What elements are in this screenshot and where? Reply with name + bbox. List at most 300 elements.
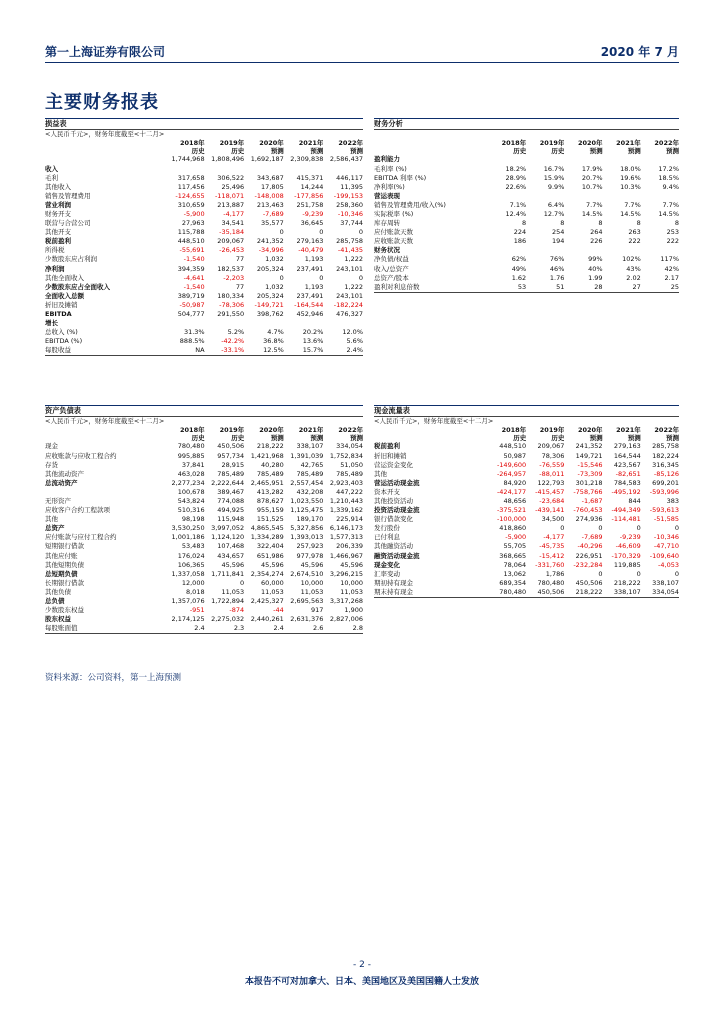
table-row <box>374 210 679 219</box>
cell-value: 17.9% <box>581 164 603 173</box>
cell-value: 226 <box>590 237 603 246</box>
cell-value: -88,011 <box>539 469 565 478</box>
cell-value: -10,346 <box>653 533 679 542</box>
cell-value: 107,468 <box>217 542 245 551</box>
cell-value: -7,689 <box>262 209 284 218</box>
cell-value: -182,224 <box>333 300 363 309</box>
cell-value: -34,996 <box>258 246 284 255</box>
table-row <box>45 346 363 355</box>
row-label: 其他融资活动 <box>374 542 413 551</box>
cell-value: 119,885 <box>613 560 641 569</box>
panel-title: 损益表 <box>45 119 67 128</box>
cell-value: -951 <box>189 606 205 615</box>
table-row <box>45 579 363 588</box>
cell-value: 45,596 <box>300 560 324 569</box>
header-blank <box>45 434 165 442</box>
row-label: 盈利对利息倍数 <box>374 282 420 291</box>
table-row <box>374 552 679 561</box>
cell-value: 28.9% <box>505 173 527 182</box>
cell-value: 338,107 <box>652 578 679 587</box>
period-header: 预测 <box>627 147 641 156</box>
cell-value: 955,159 <box>256 506 284 515</box>
row-label: 应付账款与应付工程合约 <box>45 533 117 542</box>
period-header: 历史 <box>551 147 565 156</box>
cell-value: 20.2% <box>302 328 324 337</box>
cell-value: -1,687 <box>581 496 603 505</box>
cell-value: 1,193 <box>304 255 324 264</box>
cell-value: 317,658 <box>177 173 205 182</box>
cell-value: 8 <box>674 219 679 228</box>
cell-value: 389,467 <box>217 487 245 496</box>
cell-value: 36,645 <box>300 219 324 228</box>
cell-value: 448,510 <box>499 442 527 451</box>
cell-value: -46,609 <box>615 542 641 551</box>
row-label: 每股收益 <box>45 346 71 355</box>
row-label: 总收入 (%) <box>45 328 78 337</box>
cell-value: -118,071 <box>214 191 245 200</box>
cell-value: 334,054 <box>652 587 679 596</box>
cell-value: 504,777 <box>177 310 205 318</box>
cell-value: 51,050 <box>340 460 363 469</box>
cell-value: -264,957 <box>496 469 527 478</box>
table-row <box>374 533 679 542</box>
table-row <box>374 452 679 461</box>
cell-value: 2.02 <box>626 273 641 282</box>
cell-value: 0 <box>279 228 284 237</box>
row-label: 销售及管理费用/收入(%) <box>374 200 446 209</box>
table-row <box>45 542 363 551</box>
table-row <box>45 470 363 479</box>
cell-value: 11,053 <box>221 587 245 596</box>
row-label: 折旧及摊销 <box>45 300 78 309</box>
row-label: 总负债 <box>45 597 65 605</box>
cell-value: -415,457 <box>535 487 565 496</box>
row-label: 营运表现 <box>374 191 400 200</box>
header-blank <box>374 426 488 434</box>
cell-value: 18.2% <box>505 164 527 173</box>
cell-value: 1.76 <box>549 273 565 282</box>
cell-value: 446,117 <box>336 173 363 182</box>
cell-value: -35,184 <box>219 228 245 237</box>
cell-value: 15.7% <box>302 346 324 355</box>
cell-value: 19.6% <box>620 173 641 182</box>
period-header: 历史 <box>231 147 245 156</box>
table-row <box>374 506 679 515</box>
cell-value: 176,024 <box>177 551 205 560</box>
cell-value: -758,766 <box>573 487 603 496</box>
cell-value <box>323 165 363 174</box>
cell-value: 1,337,058 <box>171 569 205 578</box>
cell-value: 209,067 <box>217 237 245 246</box>
table-row <box>45 319 363 328</box>
row-label: 营运资金变化 <box>374 460 413 469</box>
row-label: 财务状况 <box>374 246 400 255</box>
row-label: 其他投资活动 <box>374 496 413 505</box>
cell-value: 12.4% <box>505 209 527 218</box>
cell-value: -495,192 <box>611 487 641 496</box>
cell-value: 205,324 <box>256 264 284 273</box>
table-row <box>374 246 679 255</box>
header-row <box>374 434 679 442</box>
cell-value: 0 <box>674 569 679 578</box>
cell-value: 368,665 <box>499 551 527 560</box>
table-row <box>374 461 679 470</box>
cell-value: 844 <box>628 496 641 505</box>
cell-value: 237,491 <box>296 264 324 273</box>
cell-value <box>641 192 679 201</box>
cell-value: -2,203 <box>223 273 245 282</box>
cell-value: 11,053 <box>261 587 284 596</box>
cell-value: -33.1% <box>221 346 245 355</box>
header-row <box>45 426 363 434</box>
cell-value: 448,510 <box>177 237 205 246</box>
year-header: 2019年 <box>219 426 245 434</box>
cell-value: 338,107 <box>613 587 641 596</box>
cell-value: 1,577,313 <box>329 533 363 542</box>
cell-value: 28,915 <box>221 460 245 469</box>
cell-value: 3,296,215 <box>329 569 363 578</box>
cell-value: 78,064 <box>503 560 527 569</box>
row-label: 其他开支 <box>45 228 71 237</box>
table-row <box>374 219 679 228</box>
cell-value: 689,354 <box>499 578 527 587</box>
table-row <box>45 337 363 346</box>
table-row <box>45 165 363 174</box>
cell-value <box>526 192 564 201</box>
cell-value: -76,559 <box>539 460 565 469</box>
period-header: 历史 <box>191 434 205 443</box>
cell-value: 51 <box>556 282 565 291</box>
period-header: 历史 <box>231 434 245 443</box>
table-row <box>45 246 363 255</box>
header-row <box>374 147 679 155</box>
cell-value: 8 <box>598 219 603 228</box>
cell-value: 12.7% <box>543 209 565 218</box>
cell-value: 6.4% <box>547 200 565 209</box>
cell-value: 0 <box>319 228 324 237</box>
cell-value: 34,541 <box>221 219 245 228</box>
cell-value: 13.6% <box>302 337 324 346</box>
cell-value <box>526 155 564 164</box>
cell-value: 258,360 <box>336 200 363 209</box>
cell-value: 510,316 <box>177 506 205 515</box>
cell-value: 301,218 <box>575 478 603 487</box>
cell-value: -40,479 <box>298 246 324 255</box>
year-header: 2021年 <box>616 139 641 147</box>
cell-value: -45,735 <box>539 542 565 551</box>
row-label: 净利率(%) <box>374 182 405 191</box>
cell-value: 12.5% <box>263 346 284 355</box>
cell-value: 0 <box>598 569 603 578</box>
cell-value: -114,481 <box>611 515 641 524</box>
cell-value: 53 <box>517 282 527 291</box>
cell-value: 1,334,289 <box>250 533 284 542</box>
financial-table <box>45 139 363 355</box>
panel-title: 现金流量表 <box>374 406 410 415</box>
year-header: 2018年 <box>501 139 527 147</box>
row-label: 其他收入 <box>45 182 71 191</box>
year-header: 2019年 <box>219 139 245 147</box>
cell-value: 77 <box>235 282 245 291</box>
cell-value: 1.62 <box>511 273 527 282</box>
cell-value: 106,365 <box>177 560 205 569</box>
cell-value: 9.9% <box>547 182 565 191</box>
table-row <box>45 183 363 192</box>
header-rule <box>45 62 679 63</box>
table-row <box>45 255 363 264</box>
cell-value: 7.1% <box>509 200 527 209</box>
cell-value: 7.7% <box>586 200 603 209</box>
cell-value: 274,936 <box>575 515 603 524</box>
cell-value: 27 <box>632 282 641 291</box>
table-row <box>45 442 363 451</box>
cell-value <box>564 155 602 164</box>
cell-value: 5.2% <box>227 328 245 337</box>
table-row <box>374 174 679 183</box>
cell-value: -9,239 <box>302 209 324 218</box>
table-row <box>374 524 679 533</box>
cell-value: -375,521 <box>496 506 527 515</box>
financial-table <box>374 426 679 597</box>
cell-value: 222 <box>628 237 641 246</box>
table-row <box>45 479 363 488</box>
table-row <box>45 155 363 164</box>
cell-value: 957,734 <box>217 451 245 460</box>
cash-flow-panel <box>374 405 679 598</box>
table-row <box>45 274 363 283</box>
cell-value: 257,923 <box>296 542 324 551</box>
cell-value: 10.7% <box>581 182 603 191</box>
cell-value: 5,327,856 <box>290 524 324 533</box>
row-label: 其他应付账 <box>45 551 78 560</box>
row-label: 盈利能力 <box>374 155 400 164</box>
cell-value: 343,687 <box>256 173 284 182</box>
cell-value: 0 <box>674 524 679 533</box>
table-row <box>45 452 363 461</box>
row-label: 少数股东应占全面收入 <box>45 282 110 291</box>
cell-value: 10,000 <box>300 578 324 587</box>
cell-value: 49% <box>511 264 527 273</box>
table-row <box>374 515 679 524</box>
cell-value: -424,177 <box>496 487 527 496</box>
cell-value: 1,900 <box>344 606 363 615</box>
cell-value: 5.6% <box>346 337 363 346</box>
cell-value: 218,222 <box>575 587 603 596</box>
row-label: 全面收入总额 <box>45 291 84 300</box>
header-blank <box>45 426 165 434</box>
cell-value: 25,496 <box>221 182 245 191</box>
cell-value: -149,600 <box>496 460 527 469</box>
table-row <box>374 579 679 588</box>
cell-value: 878,627 <box>256 496 284 505</box>
cell-value: 1,692,187 <box>250 155 284 164</box>
header-blank <box>374 147 488 155</box>
row-label: 其他短期负债 <box>45 560 84 569</box>
table-row <box>374 265 679 274</box>
year-header: 2021年 <box>298 426 324 434</box>
cell-value: 115,788 <box>177 228 205 237</box>
cell-value: 785,489 <box>256 469 284 478</box>
cell-value: 1,786 <box>545 569 565 578</box>
company-name: 第一上海证券有限公司 <box>45 45 166 59</box>
cell-value: 0 <box>240 578 245 587</box>
year-header: 2018年 <box>180 139 205 147</box>
cell-value: -170,329 <box>611 551 641 560</box>
row-label: 财务开支 <box>45 209 71 218</box>
year-header: 2022年 <box>338 139 363 147</box>
cell-value: -439,141 <box>535 506 565 515</box>
row-label: 资本开支 <box>374 487 400 496</box>
cell-value: 213,463 <box>256 200 284 209</box>
table-row <box>374 274 679 283</box>
table-row <box>45 174 363 183</box>
year-header: 2020年 <box>577 426 603 434</box>
table-row <box>374 570 679 579</box>
row-label: 营运活动现金流 <box>374 478 420 487</box>
table-row <box>45 561 363 570</box>
cell-value: 389,719 <box>177 291 205 300</box>
cell-value: 774,088 <box>217 496 245 505</box>
row-label: EBITDA <box>45 310 72 318</box>
cell-value: 2.6 <box>313 624 324 633</box>
table-row <box>45 497 363 506</box>
cell-value: 3,530,250 <box>171 524 205 533</box>
cell-value: 77 <box>235 255 245 264</box>
cell-value: 1,722,894 <box>211 597 245 605</box>
cell-value: 917 <box>310 606 324 615</box>
cell-value: 2,923,403 <box>329 478 363 487</box>
row-label: 所得税 <box>45 246 65 255</box>
cell-value: 14,244 <box>300 182 324 191</box>
cell-value: 1,023,550 <box>290 496 324 505</box>
cell-value: 117,456 <box>177 182 205 191</box>
cell-value: 8 <box>636 219 641 228</box>
cell-value: 17,805 <box>261 182 284 191</box>
table-row <box>45 615 363 624</box>
cell-value <box>641 155 679 164</box>
cell-value: 0 <box>636 524 641 533</box>
cell-value: 209,067 <box>537 442 565 451</box>
cell-value: 0 <box>319 273 324 282</box>
cell-value: -15,546 <box>577 460 603 469</box>
period-header: 预测 <box>589 434 603 443</box>
row-label: EBITDA 利率 (%) <box>374 173 427 182</box>
row-label: 已付利息 <box>374 533 400 542</box>
cell-value <box>244 319 284 328</box>
panel-title: 财务分析 <box>374 119 403 128</box>
year-header: 2021年 <box>298 139 324 147</box>
cell-value: -199,153 <box>333 191 363 200</box>
cell-value: -1,540 <box>183 255 205 264</box>
cell-value: 0 <box>636 569 641 578</box>
period-header: 历史 <box>191 147 205 156</box>
cell-value: 316,345 <box>652 460 679 469</box>
cell-value: 1,210,443 <box>329 496 363 505</box>
cell-value: -232,284 <box>573 560 603 569</box>
cell-value: 285,758 <box>652 442 679 451</box>
cell-value: 218,222 <box>256 442 284 451</box>
cell-value: 46% <box>549 264 565 273</box>
period-header: 历史 <box>513 434 527 443</box>
cell-value <box>603 192 641 201</box>
cell-value: -760,453 <box>573 506 603 515</box>
cell-value: 279,163 <box>296 237 324 246</box>
panel-subtitle: <人民币千元>，财务年度截至<十二月> <box>374 417 494 425</box>
cell-value: 243,101 <box>336 291 363 300</box>
financial-table <box>374 139 679 292</box>
row-label: 毛利率 (%) <box>374 164 407 173</box>
cell-value: 18.0% <box>620 164 641 173</box>
cell-value: 1,124,120 <box>211 533 245 542</box>
panel-subtitle: <人民币千元>，财务年度截至<十二月> <box>45 130 165 138</box>
row-label: 期末持有现金 <box>374 587 413 596</box>
row-label: 现金 <box>45 442 58 451</box>
cell-value: -50,987 <box>179 300 205 309</box>
table-row <box>45 292 363 301</box>
cell-value: 452,946 <box>296 310 324 318</box>
page-title: 主要财务报表 <box>45 92 159 113</box>
year-header: 2021年 <box>616 426 641 434</box>
cell-value <box>323 319 363 328</box>
cell-value: 12.0% <box>342 328 363 337</box>
cell-value: 2,440,261 <box>250 615 284 624</box>
cell-value: 222 <box>666 237 679 246</box>
header-blank <box>45 139 165 147</box>
cell-value: 31.3% <box>183 328 205 337</box>
cell-value: 22.6% <box>505 182 527 191</box>
period-header: 历史 <box>551 434 565 443</box>
row-label: 无形资产 <box>45 496 71 505</box>
cell-value: 218,222 <box>613 578 641 587</box>
cell-value: 780,480 <box>537 578 565 587</box>
cell-value: 241,352 <box>575 442 603 451</box>
cell-value: 1,339,162 <box>329 506 363 515</box>
cell-value: -55,691 <box>179 246 205 255</box>
table-row <box>45 210 363 219</box>
cell-value <box>564 192 602 201</box>
cell-value: 418,860 <box>499 524 527 533</box>
cell-value: 12,000 <box>181 578 205 587</box>
cell-value <box>603 246 641 255</box>
cell-value: 3,317,268 <box>329 597 363 605</box>
row-label: 折旧和摊销 <box>374 451 407 460</box>
cell-value: -7,689 <box>581 533 603 542</box>
cell-value: 2,277,234 <box>171 478 205 487</box>
table-row <box>45 533 363 542</box>
table-row <box>374 561 679 570</box>
row-label: 发行股份 <box>374 524 400 533</box>
cell-value: 2,222,644 <box>211 478 245 487</box>
table-row <box>374 183 679 192</box>
cell-value: 182,537 <box>217 264 245 273</box>
financial-table <box>45 426 363 633</box>
row-label: 每股账面值 <box>45 624 78 633</box>
table-row <box>45 301 363 310</box>
cell-value: 264 <box>590 228 603 237</box>
row-label: 联营与合营公司 <box>45 219 91 228</box>
cell-value: 2.17 <box>664 273 679 282</box>
cell-value: 27,963 <box>181 219 205 228</box>
row-label: 股东权益 <box>45 615 71 624</box>
cell-value: 1,391,039 <box>290 451 324 460</box>
year-header: 2022年 <box>338 426 363 434</box>
report-date: 2020 年 7 月 <box>600 45 679 59</box>
cell-value: 8 <box>560 219 565 228</box>
cell-value: 225,914 <box>336 515 363 524</box>
cell-value: 1.99 <box>588 273 603 282</box>
year-header: 2018年 <box>501 426 527 434</box>
cell-value: 254 <box>551 228 565 237</box>
